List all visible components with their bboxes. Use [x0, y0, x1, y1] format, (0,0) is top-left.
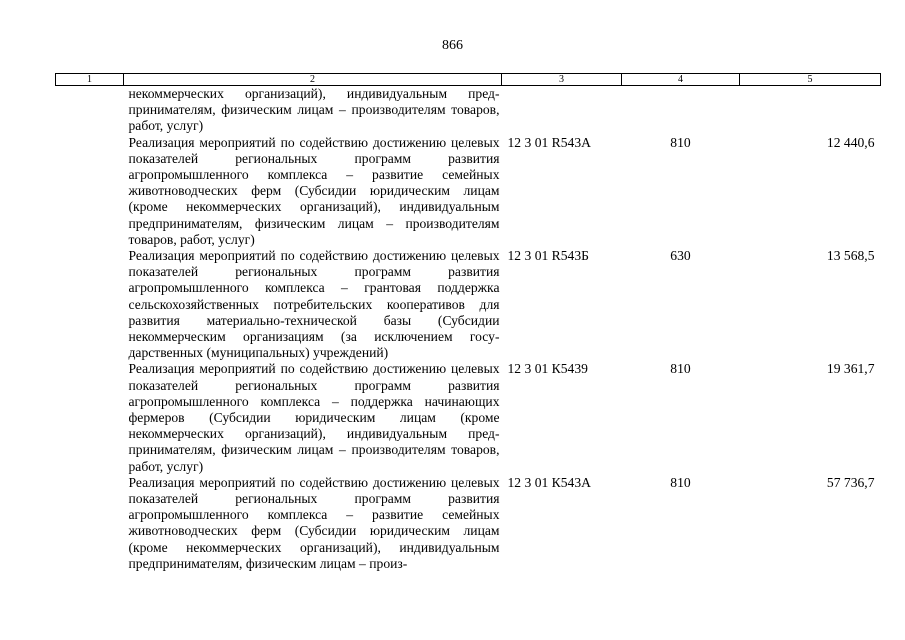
header-col-4: 4 — [622, 74, 740, 86]
type-cell: 630 — [670, 248, 691, 264]
amount-cell — [740, 86, 881, 135]
header-row — [56, 74, 881, 86]
code-cell: 12 3 01 R543Б — [507, 248, 589, 264]
description-cell: некоммерческих организаций), индивидуальным предпринимателям, физическим лицам – производителям товаров, работ, услуг) — [128, 86, 500, 134]
description-cell: Реализация мероприятий по содействию достижению целевых показателей региональных программ развития агропромышленного комплекса – поддержка начинающих фермеров (Субсидии юридическим лицам (кроме некоммерческих организаций), индивидуальным предпринимателям, физическим лицам – производителям товаров, работ, услуг) — [128, 361, 500, 474]
type-cell: 810 — [670, 474, 691, 490]
description-cell: Реализация мероприятий по содействию достижению целевых показателей региональных программ развития агропромышленного комплекса – грантовая поддержка сельскохозяйственных потребительских кооперативов для развития материально-технической базы (Субсидии некоммерческим организациям (за исключением государственных (муниципальных) учреждений) — [128, 248, 500, 361]
header-col-2: 2 — [124, 74, 502, 86]
table-row — [56, 248, 881, 361]
code-cell: 12 3 01 R543А — [507, 134, 591, 150]
type-cell: 810 — [670, 134, 691, 150]
row-index-cell — [56, 361, 124, 474]
amount-cell: 12 440,6 — [826, 134, 875, 150]
page-number: 866 — [442, 38, 463, 53]
budget-table — [55, 73, 881, 572]
row-index-cell — [56, 86, 124, 135]
table-row — [56, 475, 881, 572]
code-cell: 12 3 01 К5439 — [507, 361, 588, 377]
code-cell: 12 3 01 К543А — [507, 474, 591, 490]
description-cell: Реализация мероприятий по содействию достижению целевых показателей региональных программ развития агропромышленного комплекса – развитие семейных животноводческих ферм (Субсидии юридическим лицам (кроме некоммерческих организаций), индивидуальным предпринимателям, физическим лицам – произ- — [128, 474, 500, 571]
code-cell — [502, 86, 622, 135]
amount-cell: 13 568,5 — [826, 248, 875, 264]
description-cell: Реализация мероприятий по содействию достижению целевых показателей региональных программ развития агропромышленного комплекса – развитие семейных животноводческих ферм (Субсидии юридическим лицам (кроме некоммерческих организаций), индивидуальным предпринимателям, физическим лицам – производителям товаров, работ, услуг) — [128, 134, 500, 247]
header-col-3: 3 — [502, 74, 622, 86]
table-body — [56, 86, 881, 573]
row-index-cell — [56, 475, 124, 572]
row-index-cell — [56, 248, 124, 361]
table-header — [56, 74, 881, 86]
type-cell — [622, 86, 740, 135]
row-index-cell — [56, 135, 124, 248]
amount-cell: 19 361,7 — [826, 361, 875, 377]
table-row — [56, 361, 881, 474]
amount-cell: 57 736,7 — [826, 474, 875, 490]
type-cell: 810 — [670, 361, 691, 377]
header-col-5: 5 — [740, 74, 881, 86]
table-row — [56, 135, 881, 248]
table-row — [56, 86, 881, 135]
header-col-1: 1 — [56, 74, 124, 86]
